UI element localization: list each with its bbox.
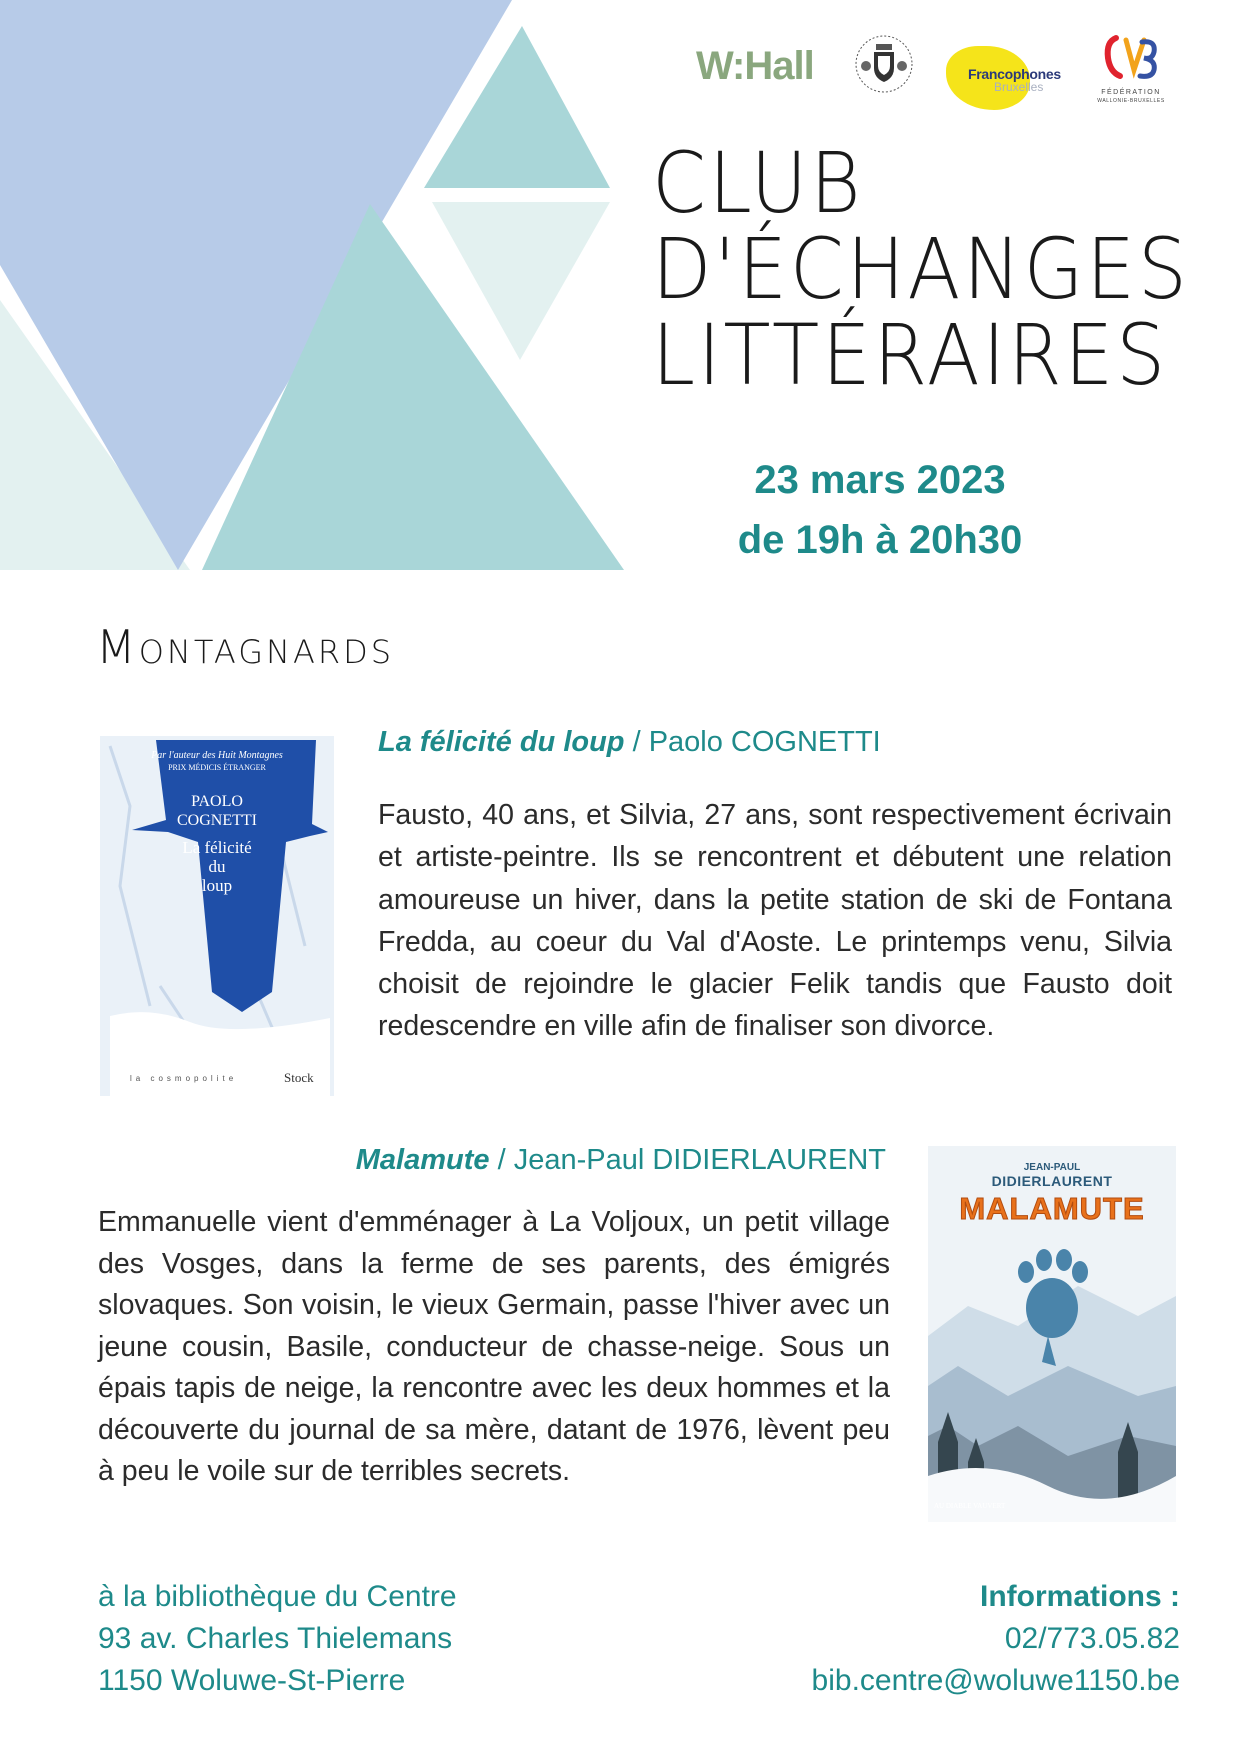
whall-logo-text: W:Hall bbox=[696, 44, 814, 88]
bruxelles-text: Bruxelles bbox=[994, 80, 1044, 94]
cover1-prize: PRIX MÉDICIS ÉTRANGER bbox=[168, 763, 266, 772]
cover2-title: MALAMUTE bbox=[959, 1191, 1145, 1226]
woluwe-seal-logo bbox=[852, 30, 916, 100]
whall-logo bbox=[696, 44, 814, 89]
location-line1: à la bibliothèque du Centre bbox=[98, 1580, 457, 1613]
cover1-tagline: Par l'auteur des Huit Montagnes bbox=[151, 750, 283, 761]
book2-cover bbox=[928, 1146, 1176, 1522]
cover2-author-first: JEAN-PAUL bbox=[1023, 1162, 1081, 1173]
fwb-mark-icon bbox=[1096, 30, 1166, 86]
cover1-author-first: PAOLO bbox=[191, 793, 243, 810]
book2-summary: Emmanuelle vient d'emménager à La Voljoux, un petit village des Vosges, dans la ferme de ses parents, des émigrés slovaques. Son voisin, le vieux Germain, passe l'hiver avec un jeune cousin, Basile, conducteur de chasse-neige. Sous un épais tapis de neige, la rencontre avec les deux hommes et la découverte du journal de sa mère, datant de 1976, lèvent peu à peu le voile sur de terribles secrets. bbox=[98, 1206, 890, 1487]
location-info bbox=[98, 1576, 457, 1702]
book1-title: La félicité du loup bbox=[378, 726, 625, 758]
cover1-title3: loup bbox=[201, 876, 233, 895]
book1-heading bbox=[378, 726, 881, 759]
book1-summary: Fausto, 40 ans, et Silvia, 27 ans, sont respectivement écrivain et artiste-peintre. Ils se rencontrent et débutent une relation amoureuse un hiver, dans la petite station de ski de Fontana Fredda, au coeur du Val d'Aoste. Le printemps venu, Silvia choisit de rejoindre le glacier Felik tandis que Fausto doit redescendre en ville afin de finaliser son divorce. bbox=[378, 799, 1172, 1043]
title-line2: D'ÉCHANGES bbox=[652, 220, 1190, 318]
title-line1: CLUB bbox=[652, 134, 864, 232]
cover1-collection: la cosmopolite bbox=[130, 1074, 238, 1083]
cover2-author-last: DIDIERLAURENT bbox=[991, 1173, 1113, 1189]
location-line2: 93 av. Charles Thielemans bbox=[98, 1622, 453, 1655]
federation-wallonie-bruxelles-logo bbox=[1096, 30, 1166, 108]
book2-separator: / bbox=[489, 1144, 514, 1176]
event-datetime bbox=[700, 450, 1060, 570]
location-line3: 1150 Woluwe-St-Pierre bbox=[98, 1664, 406, 1697]
decorative-triangles bbox=[0, 0, 640, 580]
fwb-text bbox=[1096, 88, 1166, 106]
cover1-title2: du bbox=[208, 857, 226, 876]
book2-heading bbox=[320, 1144, 886, 1177]
fwb-line2: WALLONIE-BRUXELLES bbox=[1097, 98, 1165, 104]
contact-phone[interactable]: 02/773.05.82 bbox=[1004, 1622, 1180, 1655]
cover1-title1: La félicité bbox=[182, 838, 252, 857]
cover1-author-last: COGNETTI bbox=[177, 812, 257, 829]
event-date: 23 mars 2023 bbox=[754, 458, 1006, 502]
book1-author: Paolo COGNETTI bbox=[648, 726, 881, 758]
cover1-publisher: Stock bbox=[284, 1070, 314, 1085]
francophones-bruxelles-logo bbox=[942, 46, 1062, 110]
contact-info bbox=[740, 1576, 1180, 1702]
title-line3: LITTÉRAIRES bbox=[652, 306, 1168, 404]
book2-title: Malamute bbox=[355, 1144, 490, 1176]
book2-author: Jean-Paul DIDIERLAURENT bbox=[513, 1144, 886, 1176]
book1-separator: / bbox=[624, 726, 649, 758]
contact-label: Informations : bbox=[980, 1580, 1180, 1613]
book1-cover bbox=[100, 736, 334, 1096]
cover2-publisher: AU DIABLE VAUVERT bbox=[934, 1502, 1006, 1510]
page-title bbox=[652, 134, 1212, 404]
francophones-text: Francophones bbox=[968, 66, 1061, 82]
theme-heading bbox=[96, 620, 394, 674]
theme-text: Montagnards bbox=[96, 620, 395, 674]
fwb-line1: FÉDÉRATION bbox=[1101, 89, 1161, 96]
event-time: de 19h à 20h30 bbox=[737, 518, 1023, 562]
contact-email[interactable]: bib.centre@woluwe1150.be bbox=[811, 1664, 1180, 1697]
